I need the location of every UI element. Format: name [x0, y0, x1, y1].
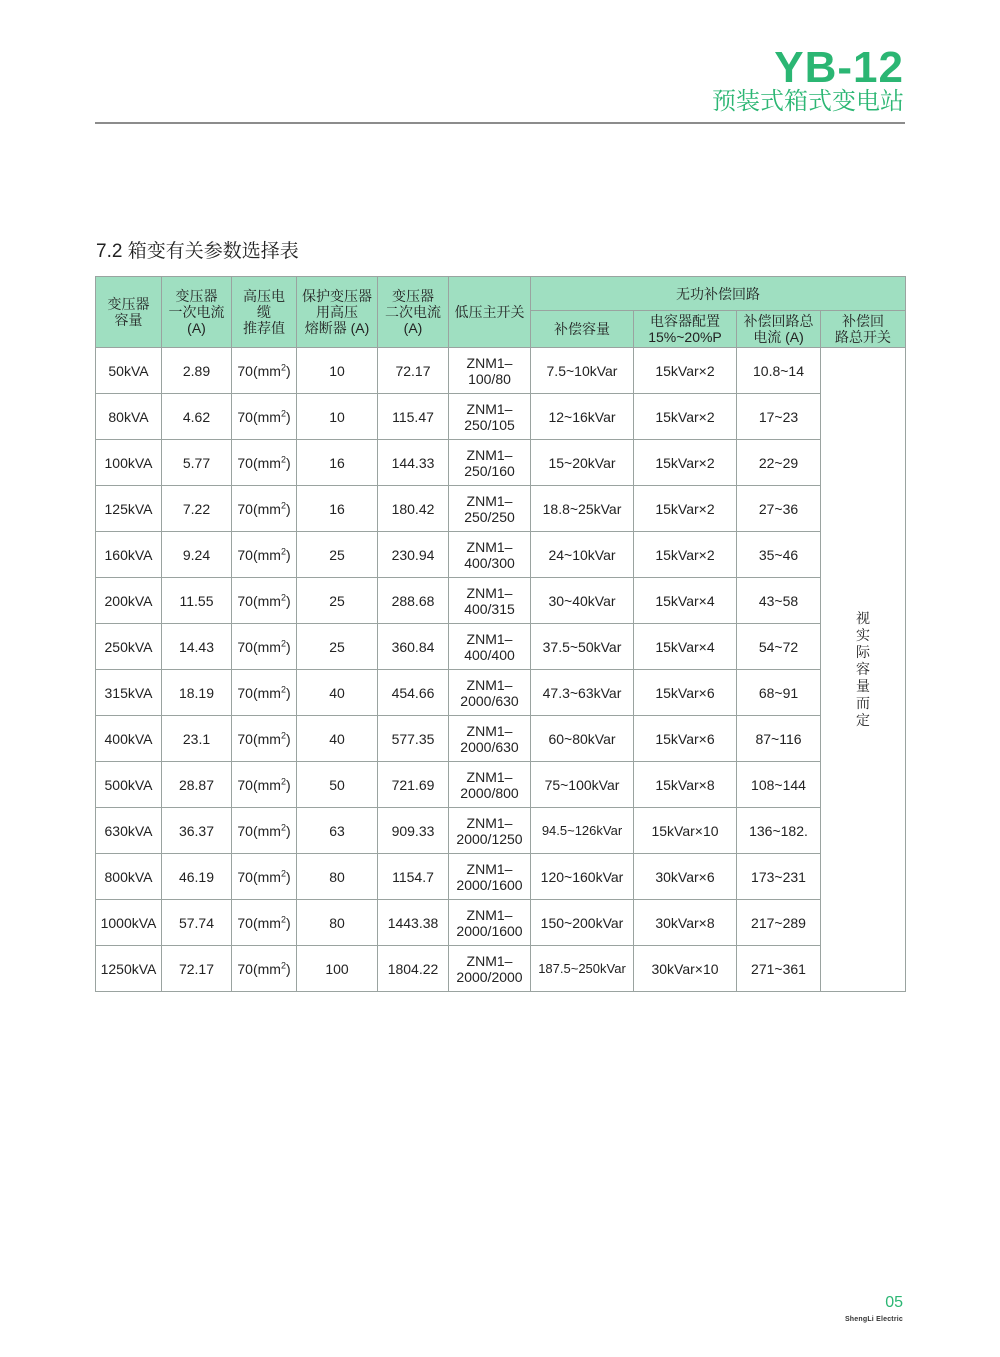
footer-brand: ShengLi Electric	[844, 1316, 903, 1323]
cell-capacity: 1250kVA	[96, 946, 162, 992]
cell-capacity: 400kVA	[96, 716, 162, 762]
cell-comp-current: 10.8~14	[737, 348, 821, 394]
cell-capacitor-config: 15kVar×2	[634, 486, 737, 532]
cell-lv-switch: ZNM1– 2000/1600	[449, 854, 531, 900]
cell-comp-capacity: 47.3~63kVar	[531, 670, 634, 716]
cell-comp-current: 136~182.	[737, 808, 821, 854]
cell-comp-current: 54~72	[737, 624, 821, 670]
cell-hv-fuse: 100	[297, 946, 378, 992]
cell-capacity: 800kVA	[96, 854, 162, 900]
cell-primary-current: 18.19	[162, 670, 232, 716]
table-row	[96, 486, 906, 532]
cell-primary-current: 7.22	[162, 486, 232, 532]
table-row	[96, 854, 906, 900]
cell-capacity: 160kVA	[96, 532, 162, 578]
cell-hv-cable: $70(mm^2)$	[232, 900, 297, 946]
cell-hv-cable: $70(mm^2)$	[232, 624, 297, 670]
cell-capacitor-config: 15kVar×2	[634, 532, 737, 578]
cell-hv-cable: $70(mm^2)$	[232, 946, 297, 992]
section-title: 7.2 箱变有关参数选择表	[96, 241, 299, 262]
header-capacity: 变压器 容量	[96, 277, 162, 348]
cell-primary-current: 28.87	[162, 762, 232, 808]
parameter-table	[95, 276, 906, 992]
cell-comp-current: 17~23	[737, 394, 821, 440]
cell-primary-current: 46.19	[162, 854, 232, 900]
header-comp-capacity: 补偿容量	[531, 311, 634, 348]
table-header-row	[96, 277, 906, 311]
brand-title: YB-12	[774, 43, 904, 92]
cell-comp-capacity: 37.5~50kVar	[531, 624, 634, 670]
table-row	[96, 394, 906, 440]
cell-secondary-current: 1443.38	[378, 900, 449, 946]
cell-secondary-current: 360.84	[378, 624, 449, 670]
cell-secondary-current: 230.94	[378, 532, 449, 578]
cell-lv-switch: ZNM1– 400/315	[449, 578, 531, 624]
cell-lv-switch: ZNM1– 250/250	[449, 486, 531, 532]
table-row	[96, 532, 906, 578]
cell-primary-current: 72.17	[162, 946, 232, 992]
cell-capacitor-config: 15kVar×6	[634, 716, 737, 762]
cell-hv-fuse: 63	[297, 808, 378, 854]
cell-comp-capacity: 7.5~10kVar	[531, 348, 634, 394]
header-hv-fuse: 保护变压器 用高压 熔断器 (A)	[297, 277, 378, 348]
cell-comp-capacity: 120~160kVar	[531, 854, 634, 900]
cell-capacitor-config: 30kVar×6	[634, 854, 737, 900]
cell-capacitor-config: 15kVar×10	[634, 808, 737, 854]
cell-lv-switch: ZNM1– 2000/1600	[449, 900, 531, 946]
cell-hv-fuse: 10	[297, 348, 378, 394]
table-row	[96, 946, 906, 992]
cell-capacitor-config: 30kVar×8	[634, 900, 737, 946]
cell-comp-capacity: 94.5~126kVar	[531, 808, 634, 854]
page-number: 05	[885, 1294, 903, 1311]
cell-comp-capacity: 187.5~250kVar	[531, 946, 634, 992]
cell-primary-current: 4.62	[162, 394, 232, 440]
cell-secondary-current: 180.42	[378, 486, 449, 532]
cell-hv-cable: $70(mm^2)$	[232, 532, 297, 578]
cell-capacity: 80kVA	[96, 394, 162, 440]
table-row	[96, 578, 906, 624]
cell-hv-cable: $70(mm^2)$	[232, 348, 297, 394]
cell-lv-switch: ZNM1– 2000/630	[449, 716, 531, 762]
cell-secondary-current: 454.66	[378, 670, 449, 716]
table-row	[96, 624, 906, 670]
cell-capacity: 100kVA	[96, 440, 162, 486]
cell-primary-current: 57.74	[162, 900, 232, 946]
header-comp-switch: 补偿回 路总开关	[821, 311, 906, 348]
cell-secondary-current: 1154.7	[378, 854, 449, 900]
cell-lv-switch: ZNM1– 250/160	[449, 440, 531, 486]
cell-hv-fuse: 80	[297, 854, 378, 900]
cell-capacitor-config: 15kVar×2	[634, 440, 737, 486]
cell-primary-current: 23.1	[162, 716, 232, 762]
cell-comp-current: 35~46	[737, 532, 821, 578]
cell-lv-switch: ZNM1– 2000/630	[449, 670, 531, 716]
cell-secondary-current: 721.69	[378, 762, 449, 808]
cell-comp-current: 68~91	[737, 670, 821, 716]
header-primary-current: 变压器 一次电流 (A)	[162, 277, 232, 348]
cell-capacity: 630kVA	[96, 808, 162, 854]
cell-secondary-current: 909.33	[378, 808, 449, 854]
table-row	[96, 808, 906, 854]
cell-hv-fuse: 50	[297, 762, 378, 808]
cell-primary-current: 11.55	[162, 578, 232, 624]
cell-hv-cable: $70(mm^2)$	[232, 808, 297, 854]
cell-secondary-current: 288.68	[378, 578, 449, 624]
cell-comp-capacity: 15~20kVar	[531, 440, 634, 486]
cell-comp-current: 108~144	[737, 762, 821, 808]
cell-capacitor-config: 15kVar×2	[634, 394, 737, 440]
cell-lv-switch: ZNM1– 400/300	[449, 532, 531, 578]
cell-capacity: 125kVA	[96, 486, 162, 532]
cell-comp-current: 173~231	[737, 854, 821, 900]
cell-primary-current: 9.24	[162, 532, 232, 578]
cell-lv-switch: ZNM1– 400/400	[449, 624, 531, 670]
cell-comp-capacity: 12~16kVar	[531, 394, 634, 440]
table-row	[96, 900, 906, 946]
header-lv-switch: 低压主开关	[449, 277, 531, 348]
cell-capacitor-config: 30kVar×10	[634, 946, 737, 992]
header-divider	[95, 122, 905, 124]
cell-lv-switch: ZNM1– 100/80	[449, 348, 531, 394]
cell-comp-capacity: 24~10kVar	[531, 532, 634, 578]
cell-hv-cable: $70(mm^2)$	[232, 670, 297, 716]
cell-lv-switch: ZNM1– 2000/800	[449, 762, 531, 808]
cell-capacitor-config: 15kVar×8	[634, 762, 737, 808]
cell-comp-current: 27~36	[737, 486, 821, 532]
cell-hv-cable: $70(mm^2)$	[232, 578, 297, 624]
table-row	[96, 670, 906, 716]
cell-primary-current: 14.43	[162, 624, 232, 670]
cell-capacitor-config: 15kVar×4	[634, 578, 737, 624]
cell-comp-current: 271~361	[737, 946, 821, 992]
cell-capacity: 1000kVA	[96, 900, 162, 946]
cell-hv-fuse: 40	[297, 670, 378, 716]
cell-capacity: 50kVA	[96, 348, 162, 394]
cell-secondary-current: 115.47	[378, 394, 449, 440]
brand-subtitle: 预装式箱式变电站	[712, 88, 904, 115]
header-reactive-group: 无功补偿回路	[531, 277, 906, 311]
header-comp-current: 补偿回路总 电流 (A)	[737, 311, 821, 348]
header-secondary-current: 变压器 二次电流 (A)	[378, 277, 449, 348]
cell-hv-fuse: 40	[297, 716, 378, 762]
cell-secondary-current: 1804.22	[378, 946, 449, 992]
cell-lv-switch: ZNM1– 250/105	[449, 394, 531, 440]
cell-secondary-current: 577.35	[378, 716, 449, 762]
cell-hv-fuse: 16	[297, 440, 378, 486]
cell-lv-switch: ZNM1– 2000/1250	[449, 808, 531, 854]
cell-capacitor-config: 15kVar×4	[634, 624, 737, 670]
cell-hv-fuse: 25	[297, 532, 378, 578]
cell-capacitor-config: 15kVar×2	[634, 348, 737, 394]
cell-comp-current: 217~289	[737, 900, 821, 946]
cell-comp-current: 22~29	[737, 440, 821, 486]
cell-hv-fuse: 25	[297, 624, 378, 670]
cell-hv-cable: $70(mm^2)$	[232, 716, 297, 762]
cell-hv-fuse: 16	[297, 486, 378, 532]
cell-comp-current: 87~116	[737, 716, 821, 762]
cell-capacity: 500kVA	[96, 762, 162, 808]
cell-lv-switch: ZNM1– 2000/2000	[449, 946, 531, 992]
cell-comp-capacity: 18.8~25kVar	[531, 486, 634, 532]
cell-comp-switch-note	[821, 348, 906, 992]
header-capacitor-config: 电容器配置 15%~20%P	[634, 311, 737, 348]
cell-secondary-current: 72.17	[378, 348, 449, 394]
cell-primary-current: 2.89	[162, 348, 232, 394]
cell-hv-cable: $70(mm^2)$	[232, 440, 297, 486]
cell-capacity: 200kVA	[96, 578, 162, 624]
cell-hv-cable: $70(mm^2)$	[232, 762, 297, 808]
cell-hv-cable: $70(mm^2)$	[232, 486, 297, 532]
cell-comp-current: 43~58	[737, 578, 821, 624]
table-row	[96, 440, 906, 486]
cell-hv-cable: $70(mm^2)$	[232, 854, 297, 900]
cell-secondary-current: 144.33	[378, 440, 449, 486]
cell-capacitor-config: 15kVar×6	[634, 670, 737, 716]
cell-hv-fuse: 25	[297, 578, 378, 624]
cell-hv-fuse: 10	[297, 394, 378, 440]
table-row	[96, 348, 906, 394]
table-row	[96, 716, 906, 762]
cell-primary-current: 36.37	[162, 808, 232, 854]
cell-hv-cable: $70(mm^2)$	[232, 394, 297, 440]
cell-capacity: 250kVA	[96, 624, 162, 670]
cell-comp-capacity: 60~80kVar	[531, 716, 634, 762]
cell-primary-current: 5.77	[162, 440, 232, 486]
table-row	[96, 762, 906, 808]
cell-comp-capacity: 30~40kVar	[531, 578, 634, 624]
comp-switch-note-text: 视实际容量而定	[856, 610, 870, 728]
header-hv-cable: 高压电 缆 推荐值	[232, 277, 297, 348]
cell-hv-fuse: 80	[297, 900, 378, 946]
cell-capacity: 315kVA	[96, 670, 162, 716]
cell-comp-capacity: 75~100kVar	[531, 762, 634, 808]
cell-comp-capacity: 150~200kVar	[531, 900, 634, 946]
